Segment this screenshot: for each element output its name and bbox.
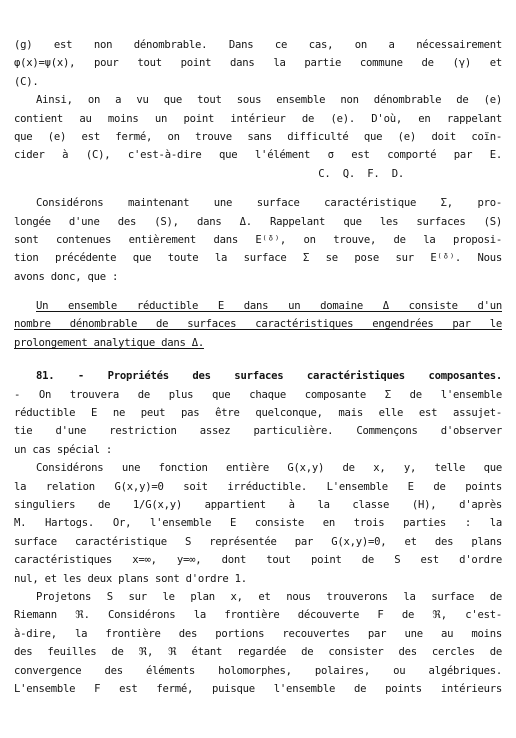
spacer [14, 183, 502, 194]
text-line: Ainsi, on a vu que tout sous ensemble non dénombrable de (e) [36, 94, 502, 107]
spacer [14, 286, 502, 297]
theorem-statement [14, 297, 502, 352]
text-line: Considérons une fonction entière G(x,y) de x, y, telle que [36, 462, 502, 475]
text-line: avons donc, que : [14, 270, 119, 283]
theorem-line [14, 334, 502, 352]
text-line: cider à (C), c'est-à-dire que l'élément σ est comporté par E. [14, 149, 502, 162]
theorem-line: nombre dénombrable de surfaces caractéristiques engendrées par le [14, 318, 502, 331]
text-line: nul, et les deux plans sont d'ordre 1. [14, 572, 247, 585]
paragraph-4 [14, 386, 502, 460]
paragraph-1 [14, 36, 502, 91]
text-line: la relation G(x,y)=0 soit irréductible. L'ensemble E de points [14, 480, 502, 493]
theorem-line-text: prolongement analytique dans Δ. [14, 336, 204, 349]
paragraph-3 [14, 194, 502, 286]
paragraph-5 [14, 459, 502, 588]
text-line: un cas spécial : [14, 443, 113, 456]
text-line: (g) est non dénombrable. Dans ce cas, on a nécessairement [14, 39, 502, 51]
text-line: L'ensemble F est fermé, puisque l'ensemble de points intérieurs [14, 682, 502, 695]
section-heading: 81. - Propriétés des surfaces caractéristiques composantes. [36, 370, 502, 383]
text-line: que (e) est fermé, on trouve sans difficulté que (e) doit coïn- [14, 130, 502, 143]
text-line: Projetons S sur le plan x, et nous trouverons la surface de [36, 590, 502, 603]
text-line: des feuilles de ℜ, ℜ étant regardée de consister des cercles de [14, 646, 502, 659]
text-line: - On trouvera de plus que chaque composante Σ de l'ensemble [14, 388, 502, 401]
cqfd-mark: C. Q. F. D. [318, 167, 404, 180]
text-line: φ(x)=ψ(x), pour tout point dans la partie commune de (γ) et [14, 57, 502, 70]
theorem-line: Un ensemble réductible E dans un domaine Δ consiste d'un [36, 300, 502, 313]
text-line: sont contenues entièrement dans E⁽ᵟ⁾, on trouve, de la proposi- [14, 233, 502, 246]
text-line: contient au moins un point intérieur de (e). D'où, en rappelant [14, 112, 502, 125]
text-line: convergence des éléments holomorphes, polaires, ou algébriques. [14, 664, 502, 677]
text-line: tie d'une restriction assez particulière. Commençons d'observer [14, 425, 502, 438]
text-line: surface caractéristique S représentée par G(x,y)=0, et des plans [14, 535, 502, 548]
text-line: Riemann ℜ. Considérons la frontière découverte F de ℜ, c'est- [14, 609, 502, 622]
text-line: à-dire, la frontière des portions recouvertes par une au moins [14, 627, 502, 640]
text-line: longée d'une des (S), dans Δ. Rappelant que les surfaces (S) [14, 215, 502, 228]
text-line: (C). [14, 75, 39, 88]
paragraph-6 [14, 588, 502, 698]
text-line: réductible E ne peut pas être quelconque, mais elle est assujet- [14, 407, 502, 420]
text-line: singuliers de 1/G(x,y) appartient à la classe (H), d'après [14, 498, 502, 511]
spacer [14, 352, 502, 367]
text-line: Considérons maintenant une surface caractéristique Σ, pro- [36, 197, 502, 210]
text-line: M. Hartogs. Or, l'ensemble E consiste en trois parties : la [14, 517, 502, 530]
paragraph-2 [14, 91, 502, 183]
text-line: tion précédente que toute la surface Σ se pose sur E⁽ᵟ⁾. Nous [14, 252, 502, 265]
text-line: caractéristiques x=∞, y=∞, dont tout point de S est d'ordre [14, 554, 502, 567]
